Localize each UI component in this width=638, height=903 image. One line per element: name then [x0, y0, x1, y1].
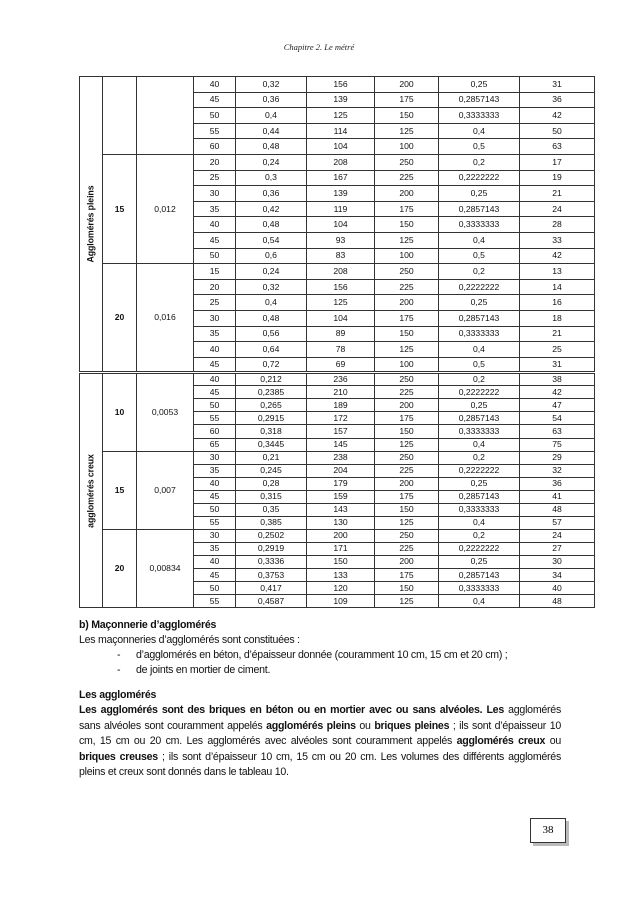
table-cell: 55	[194, 516, 236, 529]
table-cell: 0,64	[236, 342, 307, 358]
table-cell: 208	[307, 264, 375, 280]
table-cell: 18	[520, 310, 595, 326]
table-cell: 0,36	[236, 186, 307, 202]
table-cell: 0,48	[236, 310, 307, 326]
table-cell: 40	[194, 342, 236, 358]
bullet-text: d’agglomérés en béton, d’épaisseur donnée (couramment 10 cm, 15 cm et 20 cm) ;	[136, 649, 508, 661]
table-cell: 28	[520, 217, 595, 233]
table-cell: 0,24	[236, 154, 307, 170]
table-cell: 125	[375, 595, 439, 608]
table-cell: 0,4587	[236, 595, 307, 608]
table-row	[80, 373, 595, 386]
table-cell: 50	[194, 399, 236, 412]
volume-cell: 0,016	[137, 264, 194, 373]
table-cell: 16	[520, 295, 595, 311]
table-cell: 150	[375, 217, 439, 233]
table-cell: 0,28	[236, 477, 307, 490]
table-cell: 50	[194, 248, 236, 264]
table-cell: 21	[520, 326, 595, 342]
table-cell: 63	[520, 425, 595, 438]
table-cell: 225	[375, 386, 439, 399]
table-cell: 238	[307, 451, 375, 464]
table-cell: 100	[375, 139, 439, 155]
table-cell: 0,3333333	[439, 217, 520, 233]
table-cell: 35	[194, 542, 236, 555]
table-cell: 45	[194, 386, 236, 399]
table-cell: 104	[307, 139, 375, 155]
table-cell: 50	[194, 582, 236, 595]
table-cell: 0,3336	[236, 555, 307, 568]
table-cell: 150	[375, 425, 439, 438]
table-cell: 139	[307, 186, 375, 202]
table-cell: 15	[194, 264, 236, 280]
table-cell: 0,5	[439, 248, 520, 264]
term-bold: briques creuses	[79, 750, 158, 763]
table-cell: 30	[194, 451, 236, 464]
table-cell: 0,2502	[236, 529, 307, 542]
table-cell: 175	[375, 201, 439, 217]
table-cell: 60	[194, 425, 236, 438]
table-cell: 0,3333333	[439, 326, 520, 342]
table-cell: 156	[307, 279, 375, 295]
table-cell: 45	[194, 232, 236, 248]
table-cell: 150	[307, 555, 375, 568]
blocks-volume-table	[79, 76, 595, 608]
table-cell: 0,5	[439, 139, 520, 155]
table-cell: 100	[375, 248, 439, 264]
table-cell: 150	[375, 326, 439, 342]
table-cell: 125	[375, 438, 439, 451]
table-cell: 139	[307, 92, 375, 108]
table-cell: 0,265	[236, 399, 307, 412]
table-cell: 0,4	[439, 232, 520, 248]
table-cell: 0,3333333	[439, 582, 520, 595]
table-cell: 225	[375, 170, 439, 186]
table-cell: 225	[375, 542, 439, 555]
table-cell: 175	[375, 568, 439, 581]
table-cell: 31	[520, 77, 595, 93]
table-cell: 48	[520, 595, 595, 608]
table-cell: 35	[194, 201, 236, 217]
table-cell: 0,2857143	[439, 201, 520, 217]
table-cell: 0,48	[236, 139, 307, 155]
table-row	[80, 77, 595, 93]
block-family-cell	[80, 77, 103, 373]
table-cell: 35	[194, 464, 236, 477]
table-cell: 156	[307, 77, 375, 93]
table-cell: 159	[307, 490, 375, 503]
table-cell: 0,56	[236, 326, 307, 342]
table-cell: 150	[375, 582, 439, 595]
table-cell: 125	[375, 516, 439, 529]
table-cell: 114	[307, 123, 375, 139]
table-cell: 145	[307, 438, 375, 451]
table-cell: 0,25	[439, 555, 520, 568]
table-cell: 204	[307, 464, 375, 477]
table-cell: 125	[307, 108, 375, 124]
table-cell: 208	[307, 154, 375, 170]
table-cell: 42	[520, 108, 595, 124]
section-b-title: b) Maçonnerie d’agglomérés	[79, 619, 217, 631]
table-cell: 0,24	[236, 264, 307, 280]
table-cell: 63	[520, 139, 595, 155]
table-cell: 0,2857143	[439, 310, 520, 326]
section-agglomeres	[79, 688, 561, 781]
table-cell: 200	[375, 295, 439, 311]
table-cell: 30	[194, 186, 236, 202]
table-group	[80, 77, 595, 373]
table-cell: 32	[520, 464, 595, 477]
table-cell: 36	[520, 477, 595, 490]
table-cell: 0,4	[236, 108, 307, 124]
table-cell: 125	[375, 232, 439, 248]
table-cell: 27	[520, 542, 595, 555]
table-cell: 30	[194, 310, 236, 326]
table-group	[80, 373, 595, 608]
table-cell: 25	[194, 170, 236, 186]
table-cell: 0,2	[439, 451, 520, 464]
table-cell: 120	[307, 582, 375, 595]
table-cell: 29	[520, 451, 595, 464]
thickness-cell: 15	[103, 154, 137, 263]
table-cell: 0,245	[236, 464, 307, 477]
table-cell: 0,2	[439, 154, 520, 170]
thickness-cell: 10	[103, 373, 137, 451]
table-cell: 189	[307, 399, 375, 412]
table-cell: 34	[520, 568, 595, 581]
table-cell: 31	[520, 357, 595, 373]
table-cell: 40	[194, 477, 236, 490]
table-cell: 0,2857143	[439, 490, 520, 503]
volume-cell: 0,007	[137, 451, 194, 529]
table-cell: 143	[307, 503, 375, 516]
table-cell: 225	[375, 464, 439, 477]
table-cell: 60	[194, 139, 236, 155]
table-cell: 100	[375, 357, 439, 373]
table-row	[80, 264, 595, 280]
table-cell: 14	[520, 279, 595, 295]
table-cell: 0,2	[439, 529, 520, 542]
table-cell: 210	[307, 386, 375, 399]
table-cell: 40	[194, 373, 236, 386]
text-run: agglomérés sans alvéoles sont couramment appelés	[79, 704, 561, 732]
bullet-text: de joints en mortier de ciment.	[136, 664, 271, 676]
table-cell: 0,3333333	[439, 503, 520, 516]
volume-cell: 0,012	[137, 154, 194, 263]
text-run: ; ils sont d’épaisseur 10 cm, 15 cm ou 20 cm. Les volumes des différents agglomérés pleins et creux sont donnés dans le tableau 10.	[79, 750, 561, 779]
table-cell: 30	[194, 529, 236, 542]
table-cell: 83	[307, 248, 375, 264]
table-cell: 45	[194, 490, 236, 503]
table-cell: 0,4	[236, 295, 307, 311]
table-cell: 20	[194, 279, 236, 295]
table-cell: 0,54	[236, 232, 307, 248]
term-bold: agglomérés creux	[456, 735, 546, 748]
table-cell: 0,72	[236, 357, 307, 373]
table-cell: 38	[520, 373, 595, 386]
table-cell: 0,36	[236, 92, 307, 108]
table-cell: 17	[520, 154, 595, 170]
table-cell: 40	[194, 555, 236, 568]
table-cell: 0,4	[439, 516, 520, 529]
table-cell: 200	[307, 529, 375, 542]
table-cell: 40	[194, 217, 236, 233]
table-cell: 21	[520, 186, 595, 202]
table-cell: 0,2857143	[439, 568, 520, 581]
table-cell: 0,2	[439, 373, 520, 386]
table-cell: 200	[375, 555, 439, 568]
thickness-cell: 20	[103, 264, 137, 373]
table-cell: 25	[520, 342, 595, 358]
table-cell: 200	[375, 77, 439, 93]
table-cell: 119	[307, 201, 375, 217]
table-cell: 0,25	[439, 477, 520, 490]
table-cell: 50	[194, 503, 236, 516]
table-row	[80, 529, 595, 542]
table-cell: 109	[307, 595, 375, 608]
table-cell: 0,4	[439, 595, 520, 608]
thickness-cell: 20	[103, 529, 137, 607]
table-cell: 0,25	[439, 399, 520, 412]
table-cell: 36	[520, 92, 595, 108]
table-cell: 250	[375, 451, 439, 464]
table-cell: 0,21	[236, 451, 307, 464]
table-cell: 250	[375, 373, 439, 386]
table-cell: 0,3753	[236, 568, 307, 581]
table-cell: 0,3333333	[439, 108, 520, 124]
table-cell: 0,42	[236, 201, 307, 217]
table-cell: 33	[520, 232, 595, 248]
table-cell: 50	[194, 108, 236, 124]
table-cell: 78	[307, 342, 375, 358]
table-cell: 40	[194, 77, 236, 93]
table-cell: 47	[520, 399, 595, 412]
table-cell: 250	[375, 264, 439, 280]
table-row	[80, 154, 595, 170]
table-cell: 0,2222222	[439, 464, 520, 477]
table-cell: 42	[520, 248, 595, 264]
table-cell: 57	[520, 516, 595, 529]
table-cell: 25	[194, 295, 236, 311]
table-cell: 157	[307, 425, 375, 438]
table-cell: 0,2	[439, 264, 520, 280]
table-cell: 54	[520, 412, 595, 425]
table-cell: 0,2222222	[439, 170, 520, 186]
section-agglomeres-title: Les agglomérés	[79, 689, 157, 701]
table-cell: 133	[307, 568, 375, 581]
table-cell: 48	[520, 503, 595, 516]
table-cell: 150	[375, 503, 439, 516]
table-cell: 200	[375, 477, 439, 490]
table-cell: 0,385	[236, 516, 307, 529]
table-cell: 0,4	[439, 342, 520, 358]
table-cell: 0,2915	[236, 412, 307, 425]
table-row	[80, 451, 595, 464]
table-cell: 0,44	[236, 123, 307, 139]
volume-cell: 0,0053	[137, 373, 194, 451]
table-cell: 24	[520, 529, 595, 542]
table-cell: 0,2222222	[439, 386, 520, 399]
thickness-cell	[103, 77, 137, 155]
table-cell: 50	[520, 123, 595, 139]
table-cell: 30	[520, 555, 595, 568]
table-cell: 175	[375, 310, 439, 326]
table-cell: 125	[307, 295, 375, 311]
table-cell: 0,2385	[236, 386, 307, 399]
table-cell: 40	[520, 582, 595, 595]
section-b	[79, 618, 561, 678]
table-cell: 172	[307, 412, 375, 425]
table-cell: 150	[375, 108, 439, 124]
table-cell: 65	[194, 438, 236, 451]
bullet-item: - de joints en mortier de ciment.	[117, 664, 271, 676]
table-cell: 69	[307, 357, 375, 373]
table-cell: 0,2919	[236, 542, 307, 555]
table-cell: 19	[520, 170, 595, 186]
table-cell: 55	[194, 123, 236, 139]
table-cell: 0,4	[439, 438, 520, 451]
table-cell: 0,25	[439, 295, 520, 311]
table-cell: 0,25	[439, 77, 520, 93]
table-cell: 24	[520, 201, 595, 217]
table-cell: 41	[520, 490, 595, 503]
table-cell: 13	[520, 264, 595, 280]
table-cell: 225	[375, 279, 439, 295]
table-cell: 42	[520, 386, 595, 399]
table-cell: 125	[375, 123, 439, 139]
table-cell: 55	[194, 595, 236, 608]
table-cell: 200	[375, 186, 439, 202]
table-cell: 0,25	[439, 186, 520, 202]
table-cell: 0,2222222	[439, 279, 520, 295]
block-family-label: Agglomérés pleins	[85, 185, 96, 263]
table-cell: 0,5	[439, 357, 520, 373]
table-cell: 45	[194, 568, 236, 581]
table-cell: 35	[194, 326, 236, 342]
table-cell: 0,32	[236, 77, 307, 93]
table-cell: 0,48	[236, 217, 307, 233]
thickness-cell: 15	[103, 451, 137, 529]
text-run: ou	[545, 735, 561, 748]
table-cell: 0,2222222	[439, 542, 520, 555]
section-agglomeres-paragraph	[79, 703, 561, 781]
table-cell: 125	[375, 342, 439, 358]
text-run: ou	[355, 719, 375, 732]
table-cell: 167	[307, 170, 375, 186]
table-cell: 200	[375, 399, 439, 412]
table-cell: 45	[194, 92, 236, 108]
definition-bold: Les agglomérés sont des briques en béton ou en mortier avec ou sans alvéoles. Les	[79, 704, 504, 716]
table-cell: 104	[307, 217, 375, 233]
block-family-cell	[80, 373, 103, 608]
table-cell: 250	[375, 529, 439, 542]
table-cell: 55	[194, 412, 236, 425]
table-cell: 0,4	[439, 123, 520, 139]
table-cell: 45	[194, 357, 236, 373]
page-number: 38	[530, 818, 566, 843]
table-cell: 0,318	[236, 425, 307, 438]
table-cell: 0,6	[236, 248, 307, 264]
table-cell: 0,2857143	[439, 412, 520, 425]
term-bold: briques pleines	[374, 719, 450, 732]
bullet-item: - d’agglomérés en béton, d’épaisseur donnée (couramment 10 cm, 15 cm et 20 cm) ;	[117, 649, 508, 661]
block-family-label: agglomérés creux	[85, 453, 96, 528]
table-cell: 104	[307, 310, 375, 326]
text-run: ; ils sont d’épaisseur 10 cm, 15 cm ou 20 cm. Les agglomérés avec alvéoles sont couramment appelés	[79, 719, 561, 748]
table-cell: 0,212	[236, 373, 307, 386]
table-cell: 175	[375, 412, 439, 425]
table-cell: 0,3333333	[439, 425, 520, 438]
table-cell: 250	[375, 154, 439, 170]
table-cell: 0,417	[236, 582, 307, 595]
running-header: Chapitre 2. Le métré	[283, 42, 355, 52]
table-cell: 130	[307, 516, 375, 529]
term-bold: agglomérés pleins	[266, 719, 356, 732]
table-cell: 0,315	[236, 490, 307, 503]
table-cell: 0,3	[236, 170, 307, 186]
table-cell: 93	[307, 232, 375, 248]
table-cell: 0,35	[236, 503, 307, 516]
table-cell: 171	[307, 542, 375, 555]
volume-cell: 0,00834	[137, 529, 194, 607]
table-cell: 75	[520, 438, 595, 451]
table-cell: 175	[375, 490, 439, 503]
section-b-intro: Les maçonneries d’agglomérés sont constituées :	[79, 634, 300, 646]
table-cell: 89	[307, 326, 375, 342]
table-cell: 175	[375, 92, 439, 108]
volume-cell	[137, 77, 194, 155]
table-cell: 236	[307, 373, 375, 386]
table-cell: 0,3445	[236, 438, 307, 451]
table-cell: 0,2857143	[439, 92, 520, 108]
table-cell: 0,32	[236, 279, 307, 295]
table-cell: 179	[307, 477, 375, 490]
table-cell: 20	[194, 154, 236, 170]
